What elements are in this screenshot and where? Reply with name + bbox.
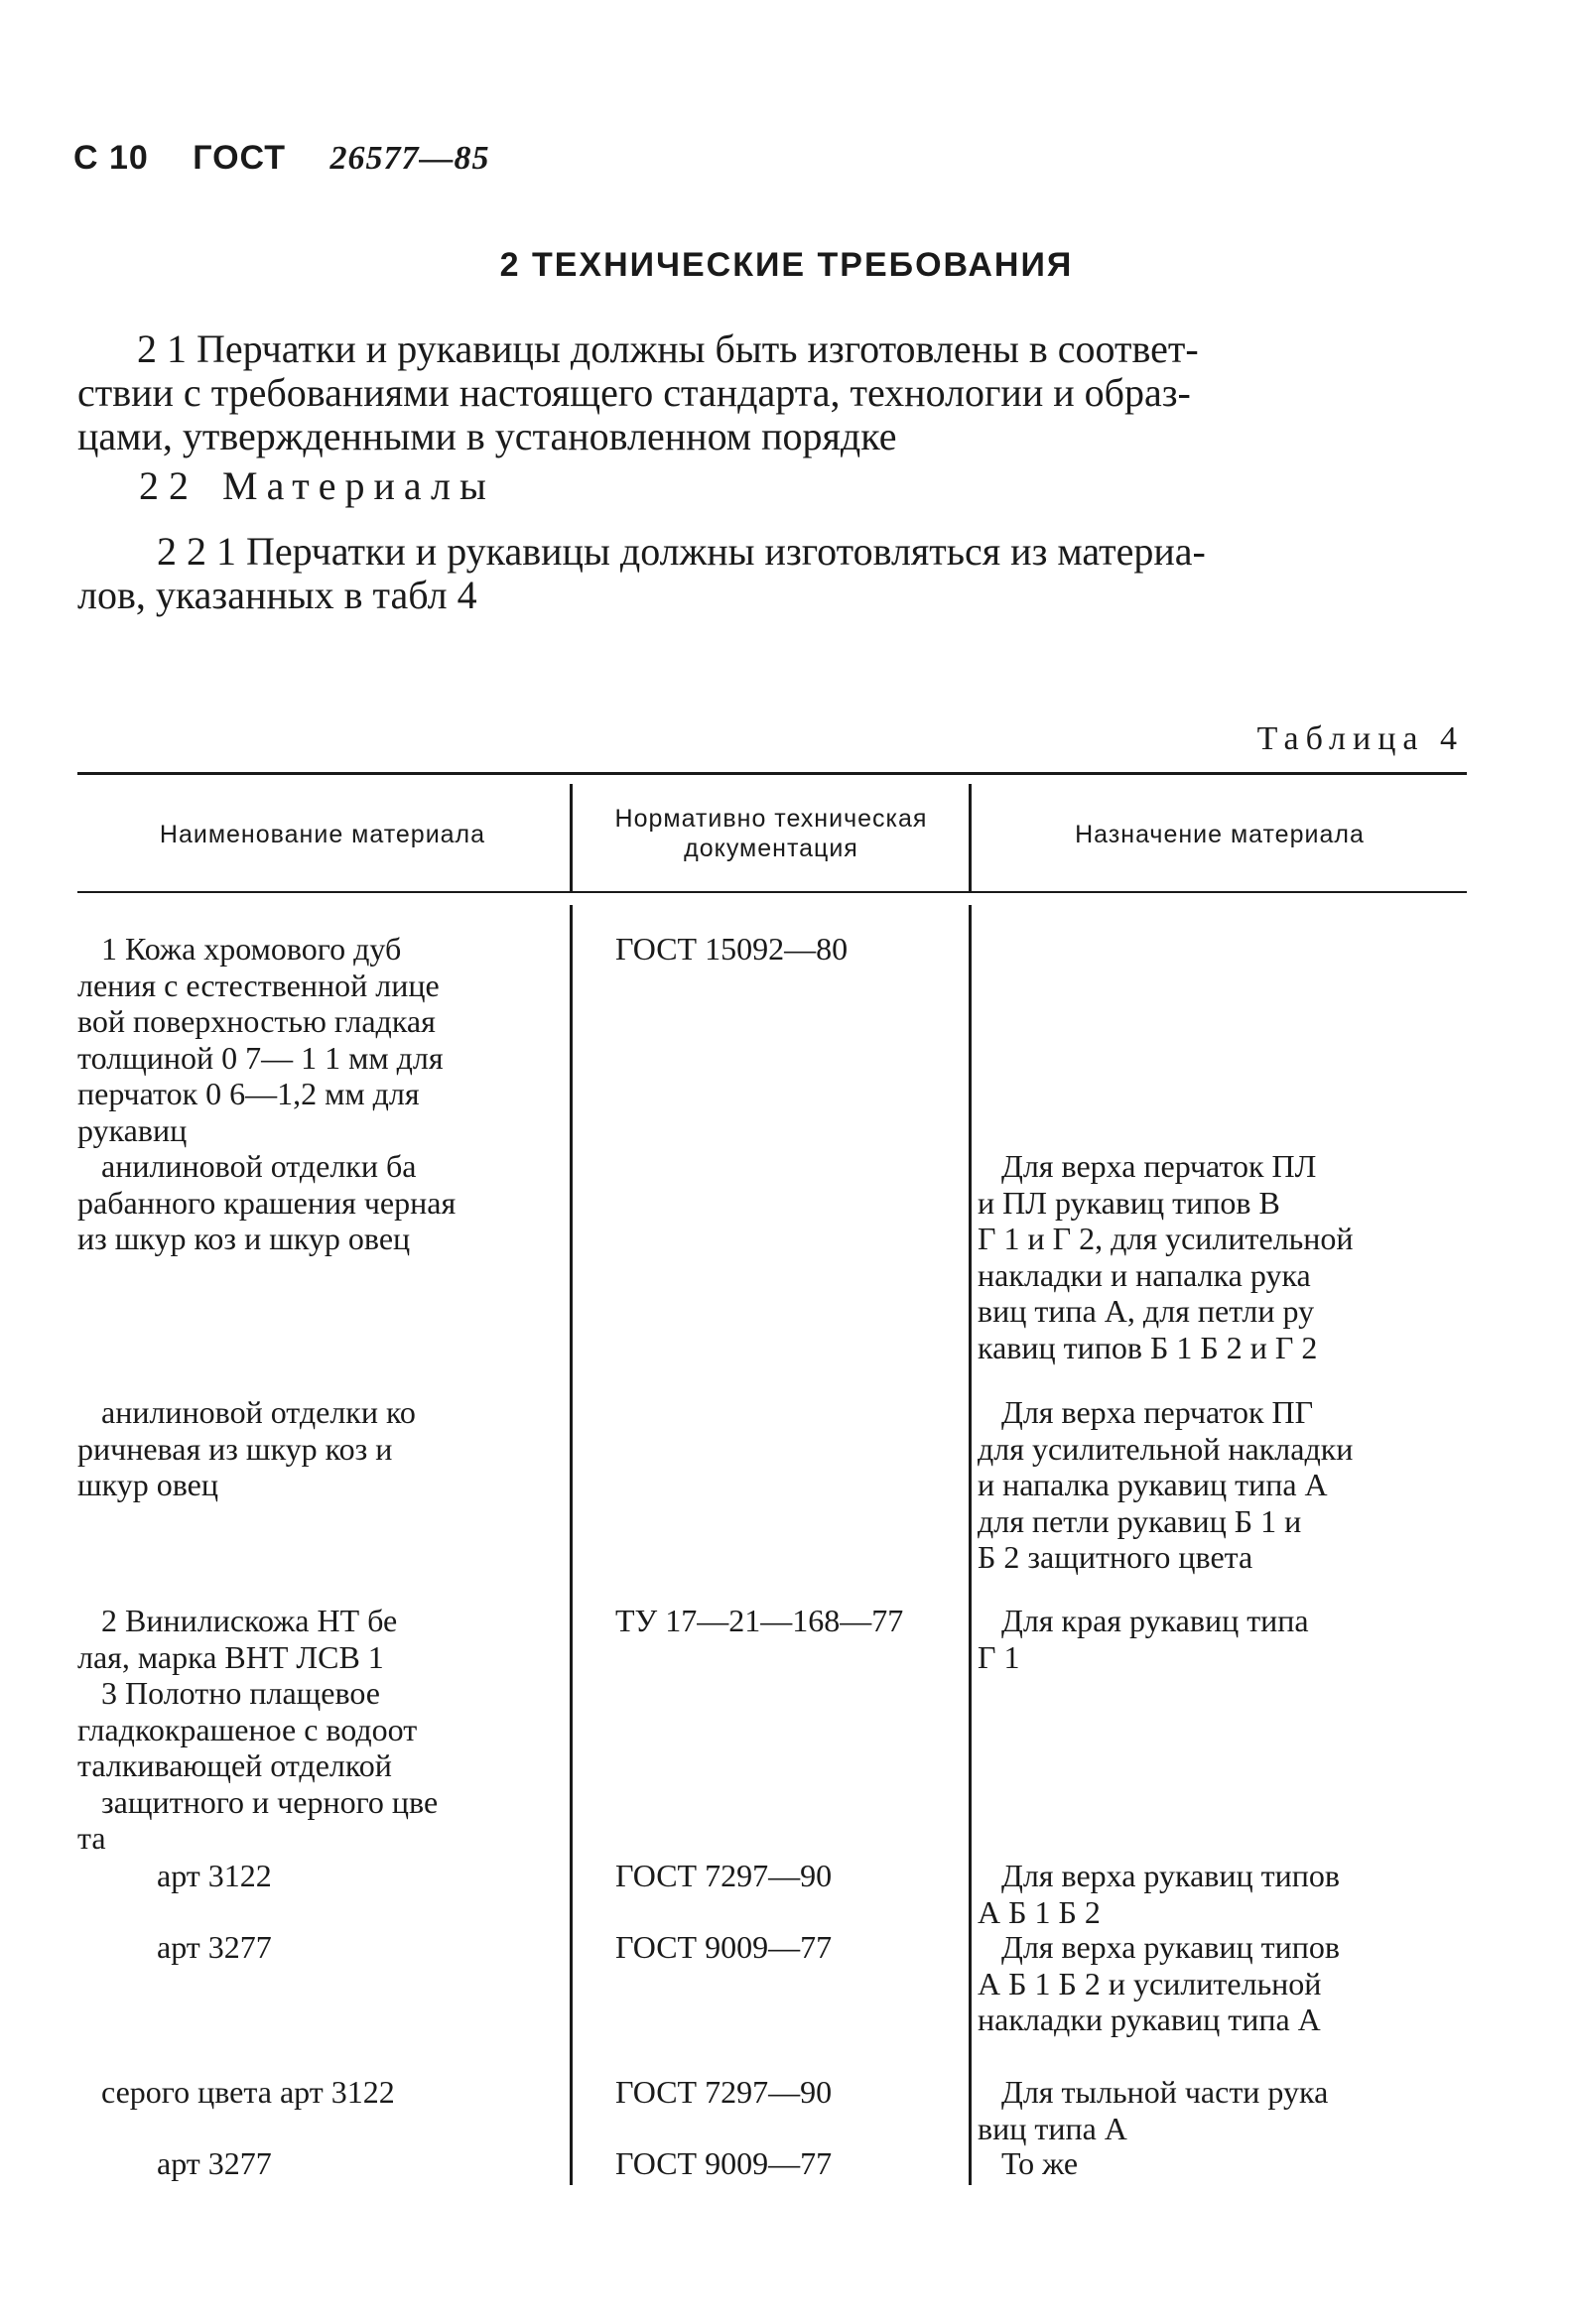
material-cell: 1 Кожа хромового дуб ления с естественной лице вой поверхностью гладкая толщиной 0 7— 1 1 мм для перчаток 0 6—1,2 мм для рукавиц [77,931,444,1148]
material-cell: арт 3122 [77,1858,272,1893]
doc-cell: ГОСТ 9009—77 [615,2145,833,2181]
purpose-cell: Для края рукавиц типа Г 1 [978,1603,1309,1675]
material-cell: анилиновой отделки ко ричневая из шкур коз и шкур овец [77,1394,416,1502]
doc-cell: ГОСТ 7297—90 [615,1858,833,1893]
table-top-rule [77,772,1467,775]
page-header [73,139,523,178]
p21-line: ствии с требованиями настоящего стандарта, технологии и образ- [77,370,1191,415]
material-cell: 2 Винилискожа НТ бе лая, марка ВНТ ЛСВ 1 3 Полотно плащевое гладкокрашеное с водоот талкивающей отделкой защитного и черного цве та [77,1603,439,1856]
col-divider-1 [570,905,573,2185]
p22-title: Материалы [222,463,495,508]
header-purpose: Назначение материала [1075,821,1365,848]
purpose-cell: Для тыльной части рука виц типа А [978,2074,1329,2146]
doc-cell: ГОСТ 15092—80 [615,931,849,967]
purpose-cell: Для верха перчаток ПГ для усилительной накладки и напалка рукавиц типа А для петли рукавиц Б 1 и Б 2 защитного цвета [978,1394,1354,1575]
header-normative-docs-line2: документация [684,835,858,862]
page-number: С 10 [73,139,149,177]
col-divider-1-head [570,784,573,893]
purpose-cell: Для верха рукавиц типов А Б 1 Б 2 [978,1858,1340,1930]
p221-line: 2 2 1 Перчатки и рукавицы должны изготовляться из материа- [157,529,1206,574]
p21-line: 2 1 Перчатки и рукавицы должны быть изготовлены в соответ- [137,326,1199,371]
material-cell: анилиновой отделки ба рабанного крашения черная из шкур коз и шкур овец [77,1148,457,1256]
paragraph-2-2 [139,464,1528,508]
paragraph-2-1 [77,327,1467,458]
col-divider-2 [969,905,972,2185]
doc-cell: ГОСТ 7297—90 [615,2074,833,2110]
material-cell: арт 3277 [77,1929,272,1965]
table-header-rule [77,891,1467,893]
material-cell: арт 3277 [77,2145,272,2181]
paragraph-2-2-1 [77,530,1467,617]
header-normative-docs [576,804,967,863]
purpose-cell: Для верха рукавиц типов А Б 1 Б 2 и усилительной накладки рукавиц типа А [978,1929,1340,2037]
header-normative-docs-line1: Нормативно техническая [614,805,928,833]
p21-line: цами, утвержденными в установленном порядке [77,414,897,458]
doc-cell: ГОСТ 9009—77 [615,1929,833,1965]
col-divider-2-head [969,784,972,893]
doc-cell: ТУ 17—21—168—77 [615,1603,904,1638]
table-label: Таблица 4 [1256,720,1464,757]
purpose-cell: Для верха перчаток ПЛ и ПЛ рукавиц типов В Г 1 и Г 2, для усилительной накладки и напалка рука виц типа А, для петли ру кавиц типов Б 1 Б 2 и Г 2 [978,1148,1354,1365]
purpose-cell: То же [978,2145,1079,2181]
header-material-name: Наименование материала [159,821,486,848]
gost-number: 26577—85 [329,140,490,177]
p22-label: 2 2 [139,463,189,508]
p221-line: лов, указанных в табл 4 [77,573,477,617]
section-title: 2 ТЕХНИЧЕСКИЕ ТРЕБОВАНИЯ [499,246,1074,284]
gost-label: ГОСТ [193,139,287,177]
material-cell: серого цвета арт 3122 [77,2074,395,2110]
